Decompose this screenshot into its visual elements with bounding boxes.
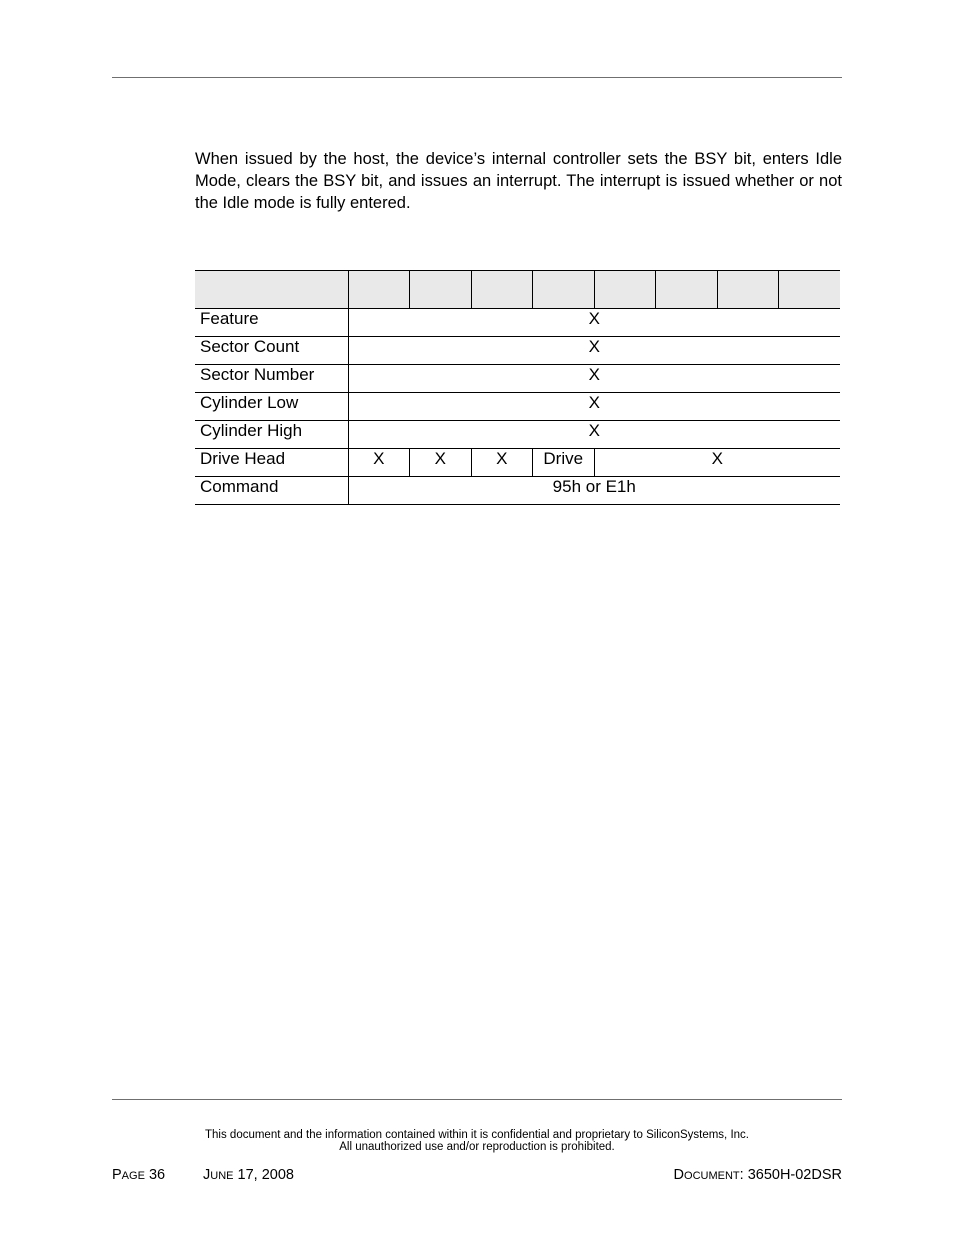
drive-head-row [195,449,840,477]
row-value: X [348,365,840,393]
confidentiality-notice: This document and the information contained within it is confidential and proprietary to SiliconSystems, Inc. [205,1129,749,1141]
drive-head-bit7: X [348,449,410,477]
header-cell [533,271,595,309]
drive-head-bit5: X [471,449,533,477]
header-cell [410,271,472,309]
body-paragraph: When issued by the host, the device’s internal controller sets the BSY bit, enters Idle Mode, clears the BSY bit, and issues an interrupt. The interrupt is issued whether or not the Idle mode is fully entered. [195,150,842,212]
header-cell [717,271,779,309]
row-value: X [348,337,840,365]
header-cell [471,271,533,309]
table-row [195,309,840,337]
document-date: JUNE 17, 2008 [203,1167,294,1183]
table-row [195,421,840,449]
header-cell [195,271,348,309]
reproduction-notice: All unauthorized use and/or reproduction is prohibited. [339,1141,615,1153]
table-row [195,337,840,365]
row-label: Sector Count [195,337,348,365]
drive-head-bit6: X [410,449,472,477]
header-cell [779,271,841,309]
drive-head-bit4: Drive [533,449,595,477]
header-cell [656,271,718,309]
drive-head-low-bits: X [594,449,840,477]
header-rule [112,77,842,78]
command-value: 95h or E1h [348,477,840,505]
row-value: X [348,309,840,337]
row-value: X [348,421,840,449]
row-value: X [348,393,840,421]
row-label: Command [195,477,348,505]
row-label: Feature [195,309,348,337]
table-row [195,393,840,421]
command-row [195,477,840,505]
document-id: DOCUMENT: 3650H-02DSR [673,1167,842,1183]
table-row [195,365,840,393]
row-label: Cylinder High [195,421,348,449]
row-label: Drive Head [195,449,348,477]
register-table [195,270,840,505]
row-label: Sector Number [195,365,348,393]
row-label: Cylinder Low [195,393,348,421]
header-cell [348,271,410,309]
table-header-row [195,271,840,309]
header-cell [594,271,656,309]
page-number: PAGE 36 [112,1167,166,1183]
footer-rule [112,1099,842,1100]
